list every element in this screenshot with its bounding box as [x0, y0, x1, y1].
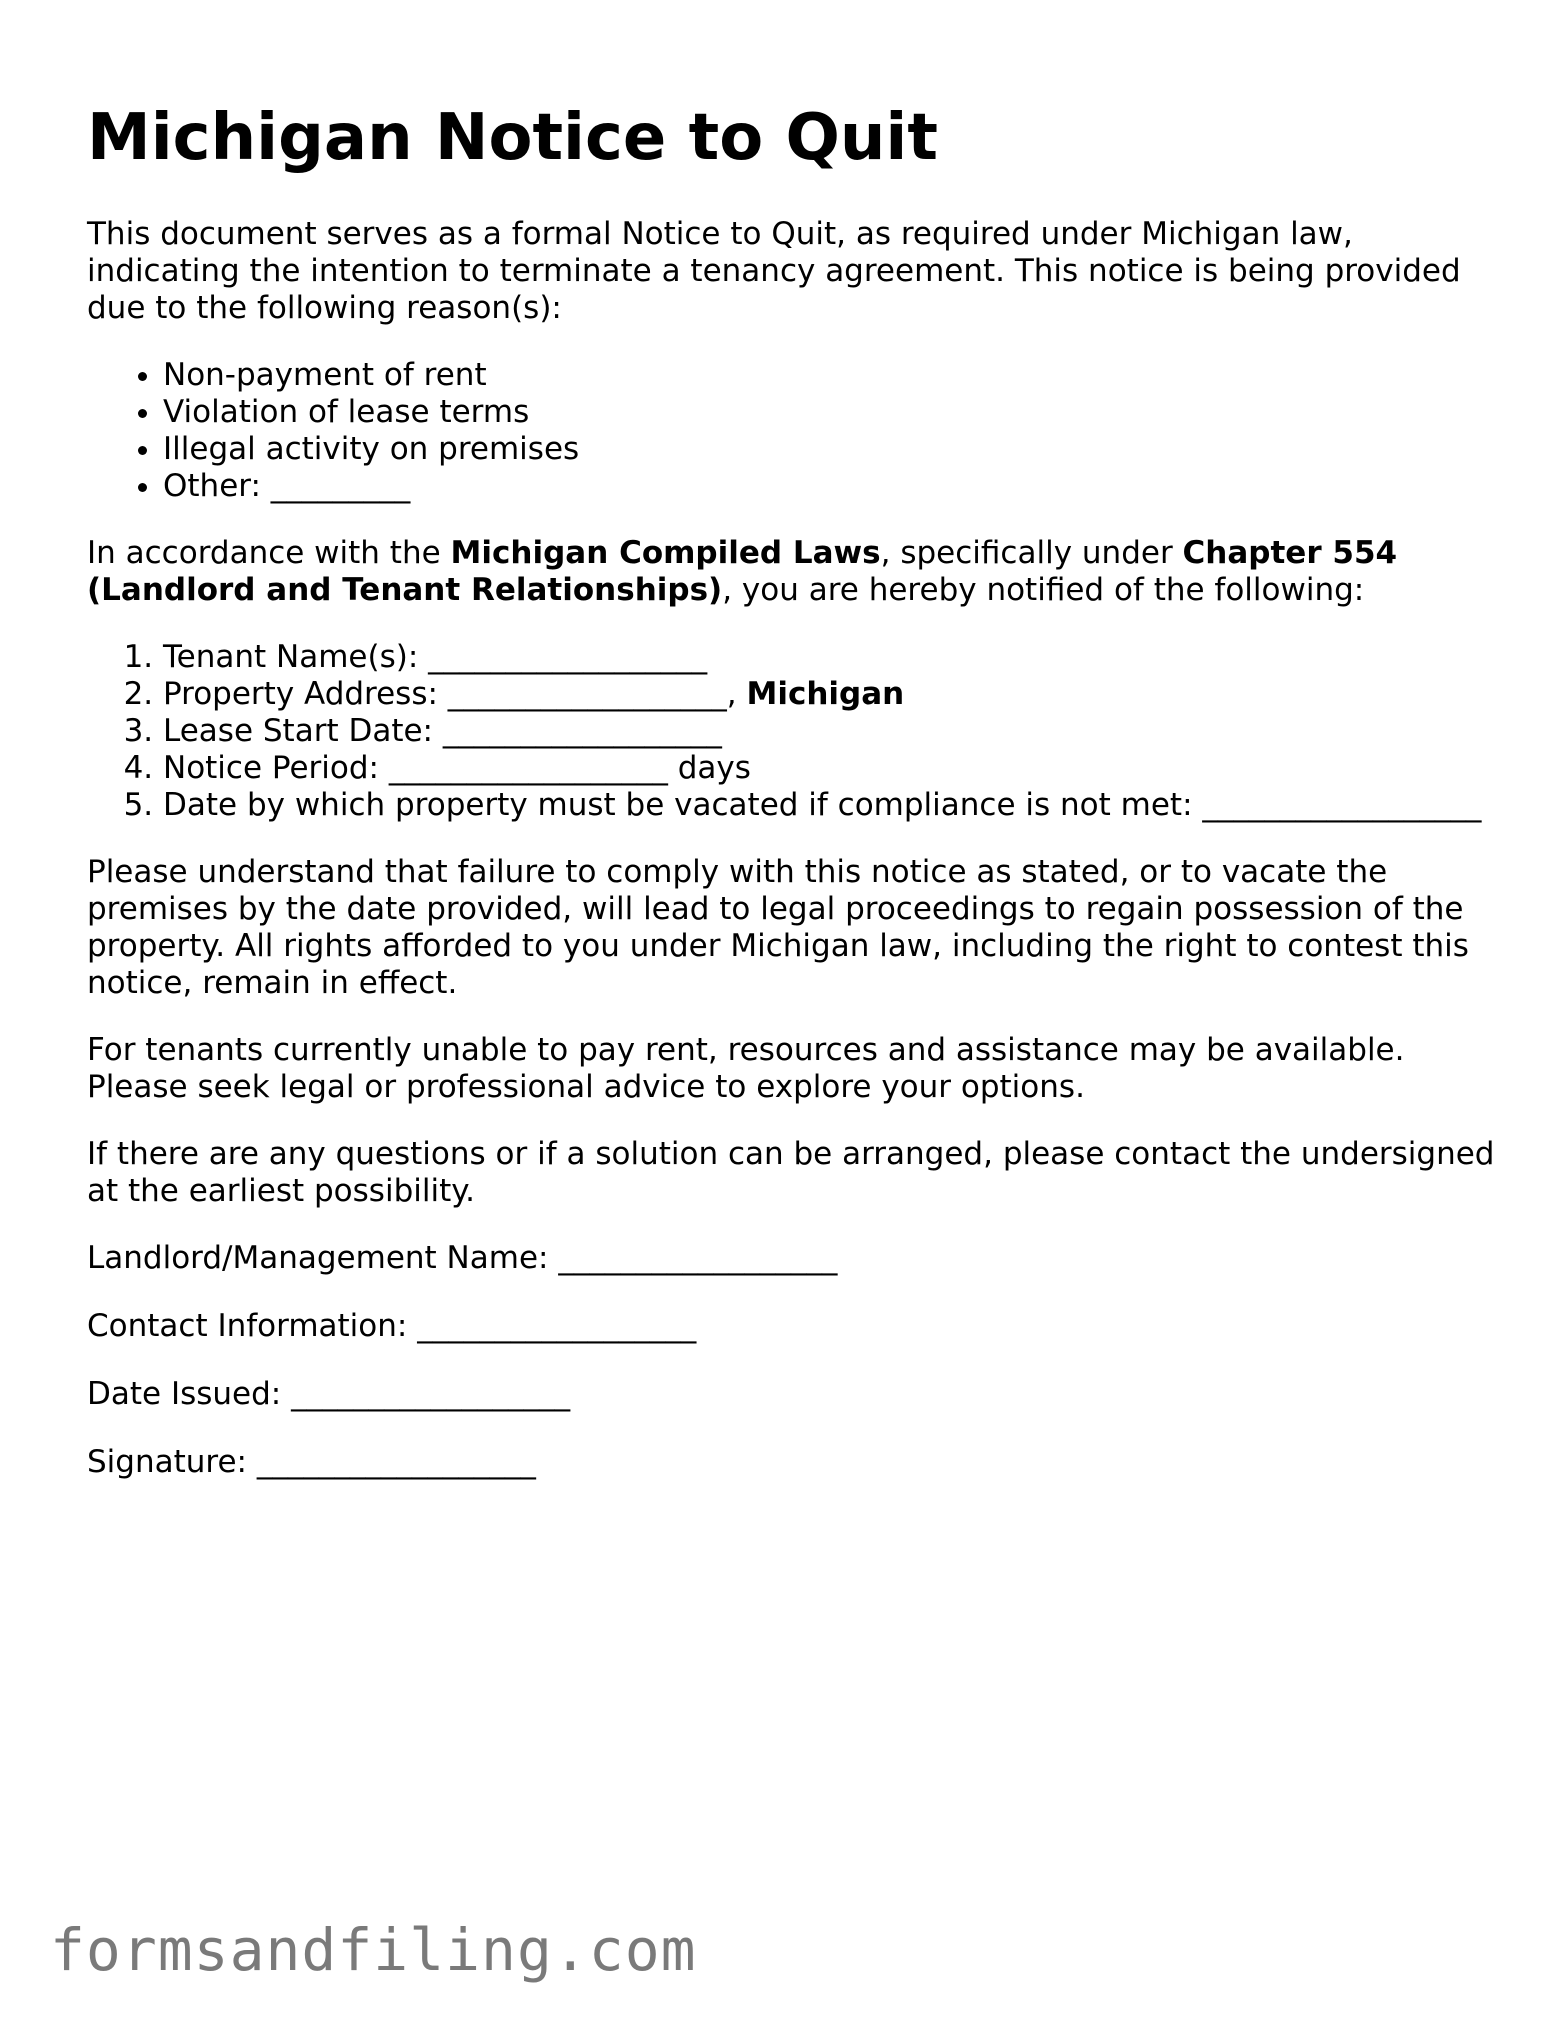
reason-item-other: • Other: _________ [163, 468, 1497, 505]
legal-reference-paragraph [87, 535, 1497, 609]
landlord-name-label: Landlord/Management Name: [87, 1240, 559, 1276]
date-issued-field [87, 1376, 1497, 1413]
tenant-name-item [163, 639, 1497, 676]
vacate-date-item [163, 787, 1497, 824]
property-address-comma: , [726, 676, 747, 712]
vacate-date-label: Date by which property must be vacated if compliance is not met: [163, 787, 1203, 823]
contact-info-field [87, 1308, 1497, 1345]
notice-period-unit: days [667, 750, 751, 786]
intro-paragraph: This document serves as a formal Notice to Quit, as required under Michigan law, indicating the intention to terminate a tenancy agreement. This notice is being provided due to the following reason(s): [87, 216, 1461, 326]
failure-paragraph: Please understand that failure to comply with this notice as stated, or to vacate the premises by the date provided, will lead to legal proceedings to regain possession of the property. All rights afforded to you under Michigan law, including the right to contest this notice, remain in effect. [87, 854, 1469, 1001]
reason-item: • Illegal activity on premises [163, 431, 1497, 468]
notice-period-label: Notice Period: [163, 750, 389, 786]
signature-blank: __________________ [256, 1444, 536, 1480]
vacate-date-blank: __________________ [1202, 787, 1482, 823]
contact-paragraph: If there are any questions or if a solution can be arranged, please contact the undersigned at the earliest possibility. [87, 1136, 1495, 1209]
property-address-blank: __________________ [447, 676, 727, 712]
legal-suffix: , you are hereby notified of the following: [722, 572, 1365, 608]
document-title: Michigan Notice to Quit [87, 101, 938, 175]
property-address-state: Michigan [746, 676, 905, 712]
legal-chapter: Chapter 554 (Landlord and Tenant Relationships) [87, 535, 1398, 608]
date-issued-blank: __________________ [291, 1376, 571, 1412]
tenant-name-blank: __________________ [428, 639, 708, 675]
property-address-label: Property Address: [163, 676, 448, 712]
tenant-name-label: Tenant Name(s): [163, 639, 429, 675]
reason-item: • Violation of lease terms [163, 394, 1497, 431]
date-issued-label: Date Issued: [87, 1376, 292, 1412]
assistance-paragraph: For tenants currently unable to pay rent, resources and assistance may be available. Please seek legal or professional advice to explore your options. [87, 1032, 1405, 1105]
reasons-list [87, 357, 1497, 505]
lease-start-item [163, 713, 1497, 750]
property-address-item [163, 676, 1497, 713]
legal-prefix: In accordance with the [87, 535, 451, 571]
contact-info-blank: __________________ [417, 1308, 697, 1344]
signature-field [87, 1444, 1497, 1481]
signature-label: Signature: [87, 1444, 257, 1480]
notice-period-item [163, 750, 1497, 787]
contact-info-label: Contact Information: [87, 1308, 418, 1344]
lease-start-label: Lease Start Date: [163, 713, 443, 749]
landlord-name-blank: __________________ [558, 1240, 838, 1276]
legal-middle: , specifically under [880, 535, 1183, 571]
notice-details-list [87, 639, 1497, 824]
lease-start-blank: __________________ [442, 713, 722, 749]
legal-statute-name: Michigan Compiled Laws [450, 535, 881, 571]
notice-period-blank: __________________ [388, 750, 668, 786]
site-watermark: formsandfiling.com [50, 1916, 697, 1984]
document-page [87, 100, 1497, 1512]
landlord-name-field [87, 1240, 1497, 1277]
reason-item: • Non-payment of rent [163, 357, 1497, 394]
